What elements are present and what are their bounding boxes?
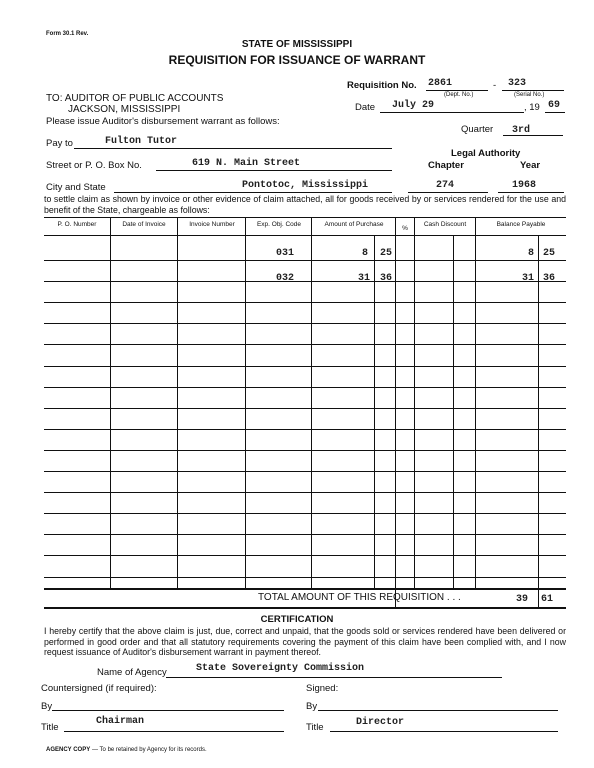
legal-year-line (498, 192, 564, 193)
title-label-left: Title (41, 722, 59, 733)
header-exp-obj-code: Exp. Obj. Code (256, 221, 302, 228)
agency-copy-label: AGENCY COPY (46, 747, 91, 753)
addressee-line2: JACKSON, MISSISSIPPI (68, 104, 181, 115)
table-row-line (44, 344, 566, 345)
chapter-label: Chapter (428, 160, 464, 171)
col-divider (311, 217, 312, 588)
table-row-line (44, 471, 566, 472)
agency-value: State Sovereignty Commission (196, 663, 365, 674)
claim-table (44, 217, 566, 608)
date-value: July 29 (392, 100, 435, 111)
date-label: Date (355, 102, 376, 113)
by-label-right: By (306, 701, 318, 712)
signed-label: Signed: (306, 683, 339, 694)
table-header-border (44, 235, 566, 236)
date-line (380, 112, 524, 113)
col-divider (110, 217, 111, 588)
requisition-dash: - (493, 80, 497, 91)
form-number: Form 30.1 Rev. (46, 31, 89, 37)
serial-no-caption: (Serial No.) (514, 92, 545, 98)
certification-text: I hereby certify that the above claim is just, due, correct and unpaid, that the goods sold or services rendered have been delivered or performed in good order and that all statutory requirements covering the payment of this claim have been complied with, and I now request issuance of Auditor's disbursement warrant in payment thereof. (44, 626, 566, 657)
state-title: STATE OF MISSISSIPPI (241, 39, 353, 50)
row2-code: 032 (276, 273, 295, 284)
row1-amount-cents: 25 (380, 248, 393, 259)
table-row-line (44, 492, 566, 493)
pay-to-value: Fulton Tutor (105, 136, 178, 147)
col-divider (177, 217, 178, 588)
chapter-value: 274 (436, 180, 455, 191)
table-row-line (44, 577, 566, 578)
title-value-right: Director (356, 717, 405, 728)
header-amount-of-purchase: Amount of Purchase (324, 221, 384, 228)
addressee-line1: TO: AUDITOR OF PUBLIC ACCOUNTS (46, 93, 224, 104)
table-row-line (44, 534, 566, 535)
legal-year-value: 1968 (512, 180, 537, 191)
addressee-line3: Please issue Auditor's disbursement warrant as follows: (46, 116, 280, 127)
row1-amount-dollars: 8 (362, 248, 369, 259)
header-percent: % (402, 225, 408, 232)
header-po-number: P. O. Number (57, 221, 97, 228)
title-line-left (64, 731, 284, 732)
dept-number: 2861 (428, 78, 453, 89)
settle-text: to settle claim as shown by invoice or other evidence of claim attached, all for goods received by or services rendered for the use and benefit of the State, chargeable as follows: (44, 194, 566, 215)
year-prefix: , 19 (524, 102, 540, 113)
table-row-line (44, 302, 566, 303)
by-line-right[interactable] (318, 710, 558, 711)
table-row-line (44, 555, 566, 556)
serial-number: 323 (508, 78, 527, 89)
legal-year-label: Year (520, 160, 541, 171)
total-dollars: 39 (516, 594, 529, 605)
pay-to-line (74, 148, 392, 149)
header-invoice-number: Invoice Number (189, 221, 235, 228)
agency-line (166, 677, 502, 678)
col-divider (475, 217, 476, 588)
total-cents: 61 (541, 594, 554, 605)
table-row-line (44, 408, 566, 409)
col-divider (414, 217, 415, 588)
city-line (114, 192, 392, 193)
table-row-line (44, 429, 566, 430)
table-row-line (44, 323, 566, 324)
header-cash-discount: Cash Discount (423, 221, 467, 228)
row2-balance-dollars: 31 (522, 273, 535, 284)
title-line-right (330, 731, 558, 732)
serial-number-line (502, 90, 564, 91)
row1-balance-dollars: 8 (528, 248, 535, 259)
table-top-border (44, 217, 566, 218)
header-date-of-invoice: Date of Invoice (122, 221, 166, 228)
city-value: Pontotoc, Mississippi (242, 180, 369, 191)
form-title: REQUISITION FOR ISSUANCE OF WARRANT (168, 53, 426, 67)
agency-label: Name of Agency (97, 667, 167, 678)
by-label-left: By (41, 701, 53, 712)
table-row-line (44, 513, 566, 514)
row2-amount-dollars: 31 (358, 273, 371, 284)
row1-balance-cents: 25 (543, 248, 556, 259)
legal-authority-label: Legal Authority (451, 148, 521, 159)
table-row-line (44, 366, 566, 367)
title-label-right: Title (306, 722, 324, 733)
street-value: 619 N. Main Street (192, 158, 301, 169)
quarter-line (503, 135, 563, 136)
year-line (545, 112, 565, 113)
city-label: City and State (46, 182, 106, 193)
chapter-line (408, 192, 488, 193)
table-row-line (44, 281, 566, 282)
title-value-left: Chairman (96, 716, 145, 727)
countersigned-label: Countersigned (if required): (41, 683, 157, 694)
table-row-line (44, 260, 566, 261)
street-label: Street or P. O. Box No. (46, 160, 142, 171)
table-total-border (44, 588, 566, 590)
by-line-left[interactable] (52, 710, 284, 711)
certification-title: CERTIFICATION (260, 614, 334, 625)
col-divider (395, 217, 396, 608)
dept-no-caption: (Dept. No.) (444, 92, 474, 98)
quarter-value: 3rd (512, 125, 531, 136)
street-line (156, 170, 392, 171)
col-divider (245, 217, 246, 588)
total-label: TOTAL AMOUNT OF THIS REQUISITION . . . (258, 592, 461, 603)
pay-to-label: Pay to (46, 138, 73, 149)
dept-number-line (426, 90, 488, 91)
row2-balance-cents: 36 (543, 273, 556, 284)
row1-code: 031 (276, 248, 295, 259)
cents-divider (538, 235, 539, 608)
table-row-line (44, 450, 566, 451)
table-bottom-border (44, 607, 566, 609)
agency-copy-note: — To be retained by Agency for its records. (92, 747, 207, 753)
row2-amount-cents: 36 (380, 273, 393, 284)
table-row-line (44, 387, 566, 388)
requisition-label: Requisition No. (347, 80, 417, 91)
quarter-label: Quarter (461, 124, 494, 135)
year-value: 69 (548, 100, 561, 111)
header-balance-payable: Balance Payable (496, 221, 546, 228)
